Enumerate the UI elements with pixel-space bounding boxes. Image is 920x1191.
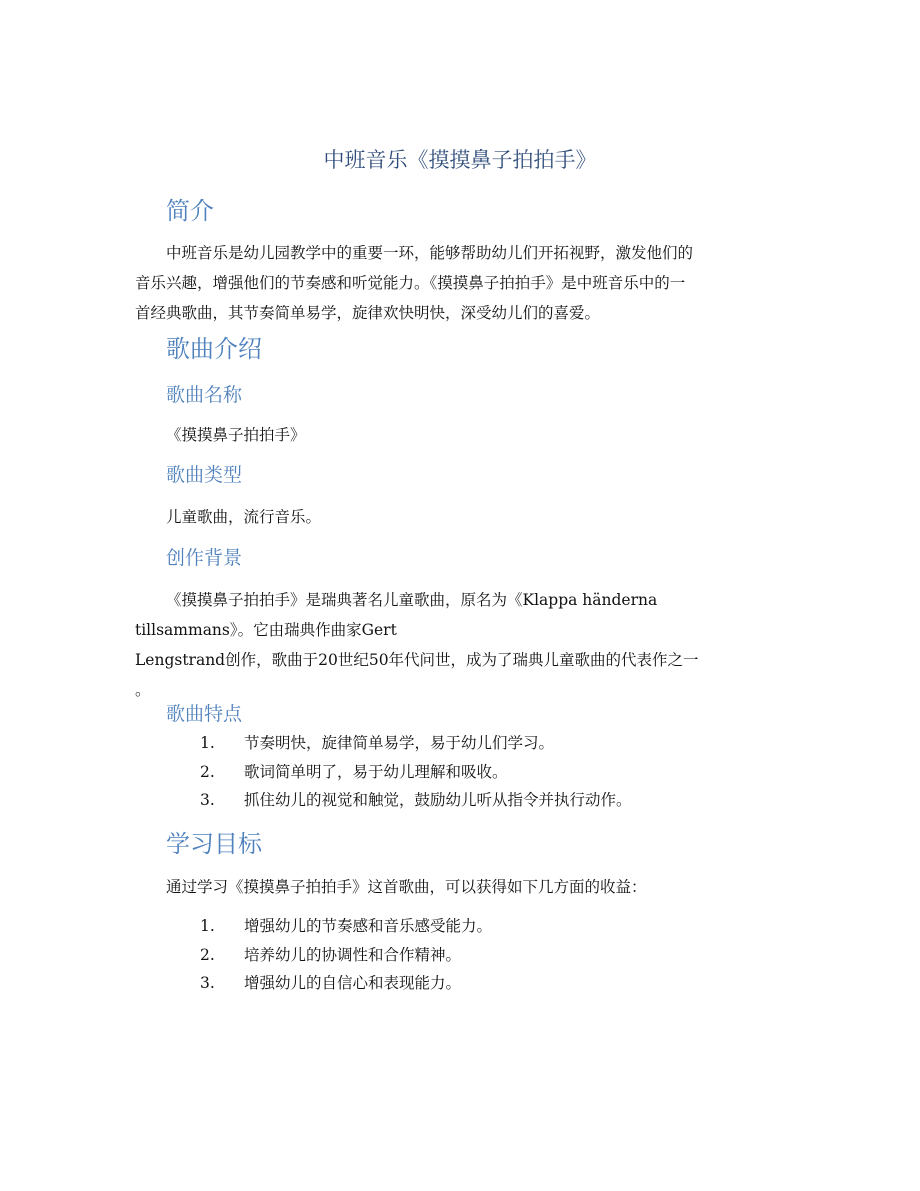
list-number: 1. xyxy=(200,734,215,752)
list-text: 抓住幼儿的视觉和触觉，鼓励幼儿听从指令并执行动作。 xyxy=(244,791,632,809)
background-paragraph xyxy=(135,585,699,705)
list-number: 2. xyxy=(200,945,215,964)
list-item xyxy=(200,729,632,758)
intro-line: 中班音乐是幼儿园教学中的重要一环，能够帮助幼儿们开拓视野，激发他们的 xyxy=(166,244,694,262)
heading-goals: 学习目标 xyxy=(166,830,262,858)
features-list xyxy=(200,729,632,815)
intro-line: 音乐兴趣，增强他们的节奏感和听觉能力。《摸摸鼻子拍拍手》是中班音乐中的一 xyxy=(135,274,686,292)
list-number: 3. xyxy=(200,974,215,992)
song-name-text: 《摸摸鼻子拍拍手》 xyxy=(166,426,306,444)
list-item xyxy=(200,758,632,787)
song-type-text: 儿童歌曲，流行音乐。 xyxy=(166,508,322,526)
list-text: 歌词简单明了，易于幼儿理解和吸收。 xyxy=(244,762,508,781)
heading-song-name: 歌曲名称 xyxy=(166,384,243,406)
goals-intro-text: 通过学习《摸摸鼻子拍拍手》这首歌曲，可以获得如下几方面的收益： xyxy=(166,878,647,896)
list-text: 培养幼儿的协调性和合作精神。 xyxy=(244,945,462,964)
background-line: 《摸摸鼻子拍拍手》是瑞典著名儿童歌曲，原名为《Klappa händerna xyxy=(166,591,658,609)
background-line: 。 xyxy=(135,681,151,699)
background-line: Lengstrand创作，歌曲于20世纪50年代问世，成为了瑞典儿童歌曲的代表作之一 xyxy=(135,651,699,669)
heading-song-type: 歌曲类型 xyxy=(166,464,243,486)
list-text: 节奏明快，旋律简单易学，易于幼儿们学习。 xyxy=(244,734,555,752)
list-item xyxy=(200,941,492,970)
list-number: 2. xyxy=(200,762,215,781)
list-item xyxy=(200,786,632,815)
list-text: 增强幼儿的节奏感和音乐感受能力。 xyxy=(244,917,493,935)
background-line: tillsammans》。它由瑞典作曲家Gert xyxy=(135,621,397,639)
heading-intro: 简介 xyxy=(166,197,214,225)
list-number: 3. xyxy=(200,791,215,809)
list-number: 1. xyxy=(200,917,215,935)
heading-song-intro: 歌曲介绍 xyxy=(166,335,262,363)
heading-features: 歌曲特点 xyxy=(166,703,243,725)
list-text: 增强幼儿的自信心和表现能力。 xyxy=(244,974,462,992)
intro-line: 首经典歌曲，其节奏简单易学，旋律欢快明快，深受幼儿们的喜爱。 xyxy=(135,304,601,322)
list-item xyxy=(200,969,492,998)
document-title: 中班音乐《摸摸鼻子拍拍手》 xyxy=(323,148,597,172)
list-item xyxy=(200,912,492,941)
goals-list xyxy=(200,912,492,998)
intro-paragraph xyxy=(135,238,693,328)
heading-background: 创作背景 xyxy=(166,547,243,569)
